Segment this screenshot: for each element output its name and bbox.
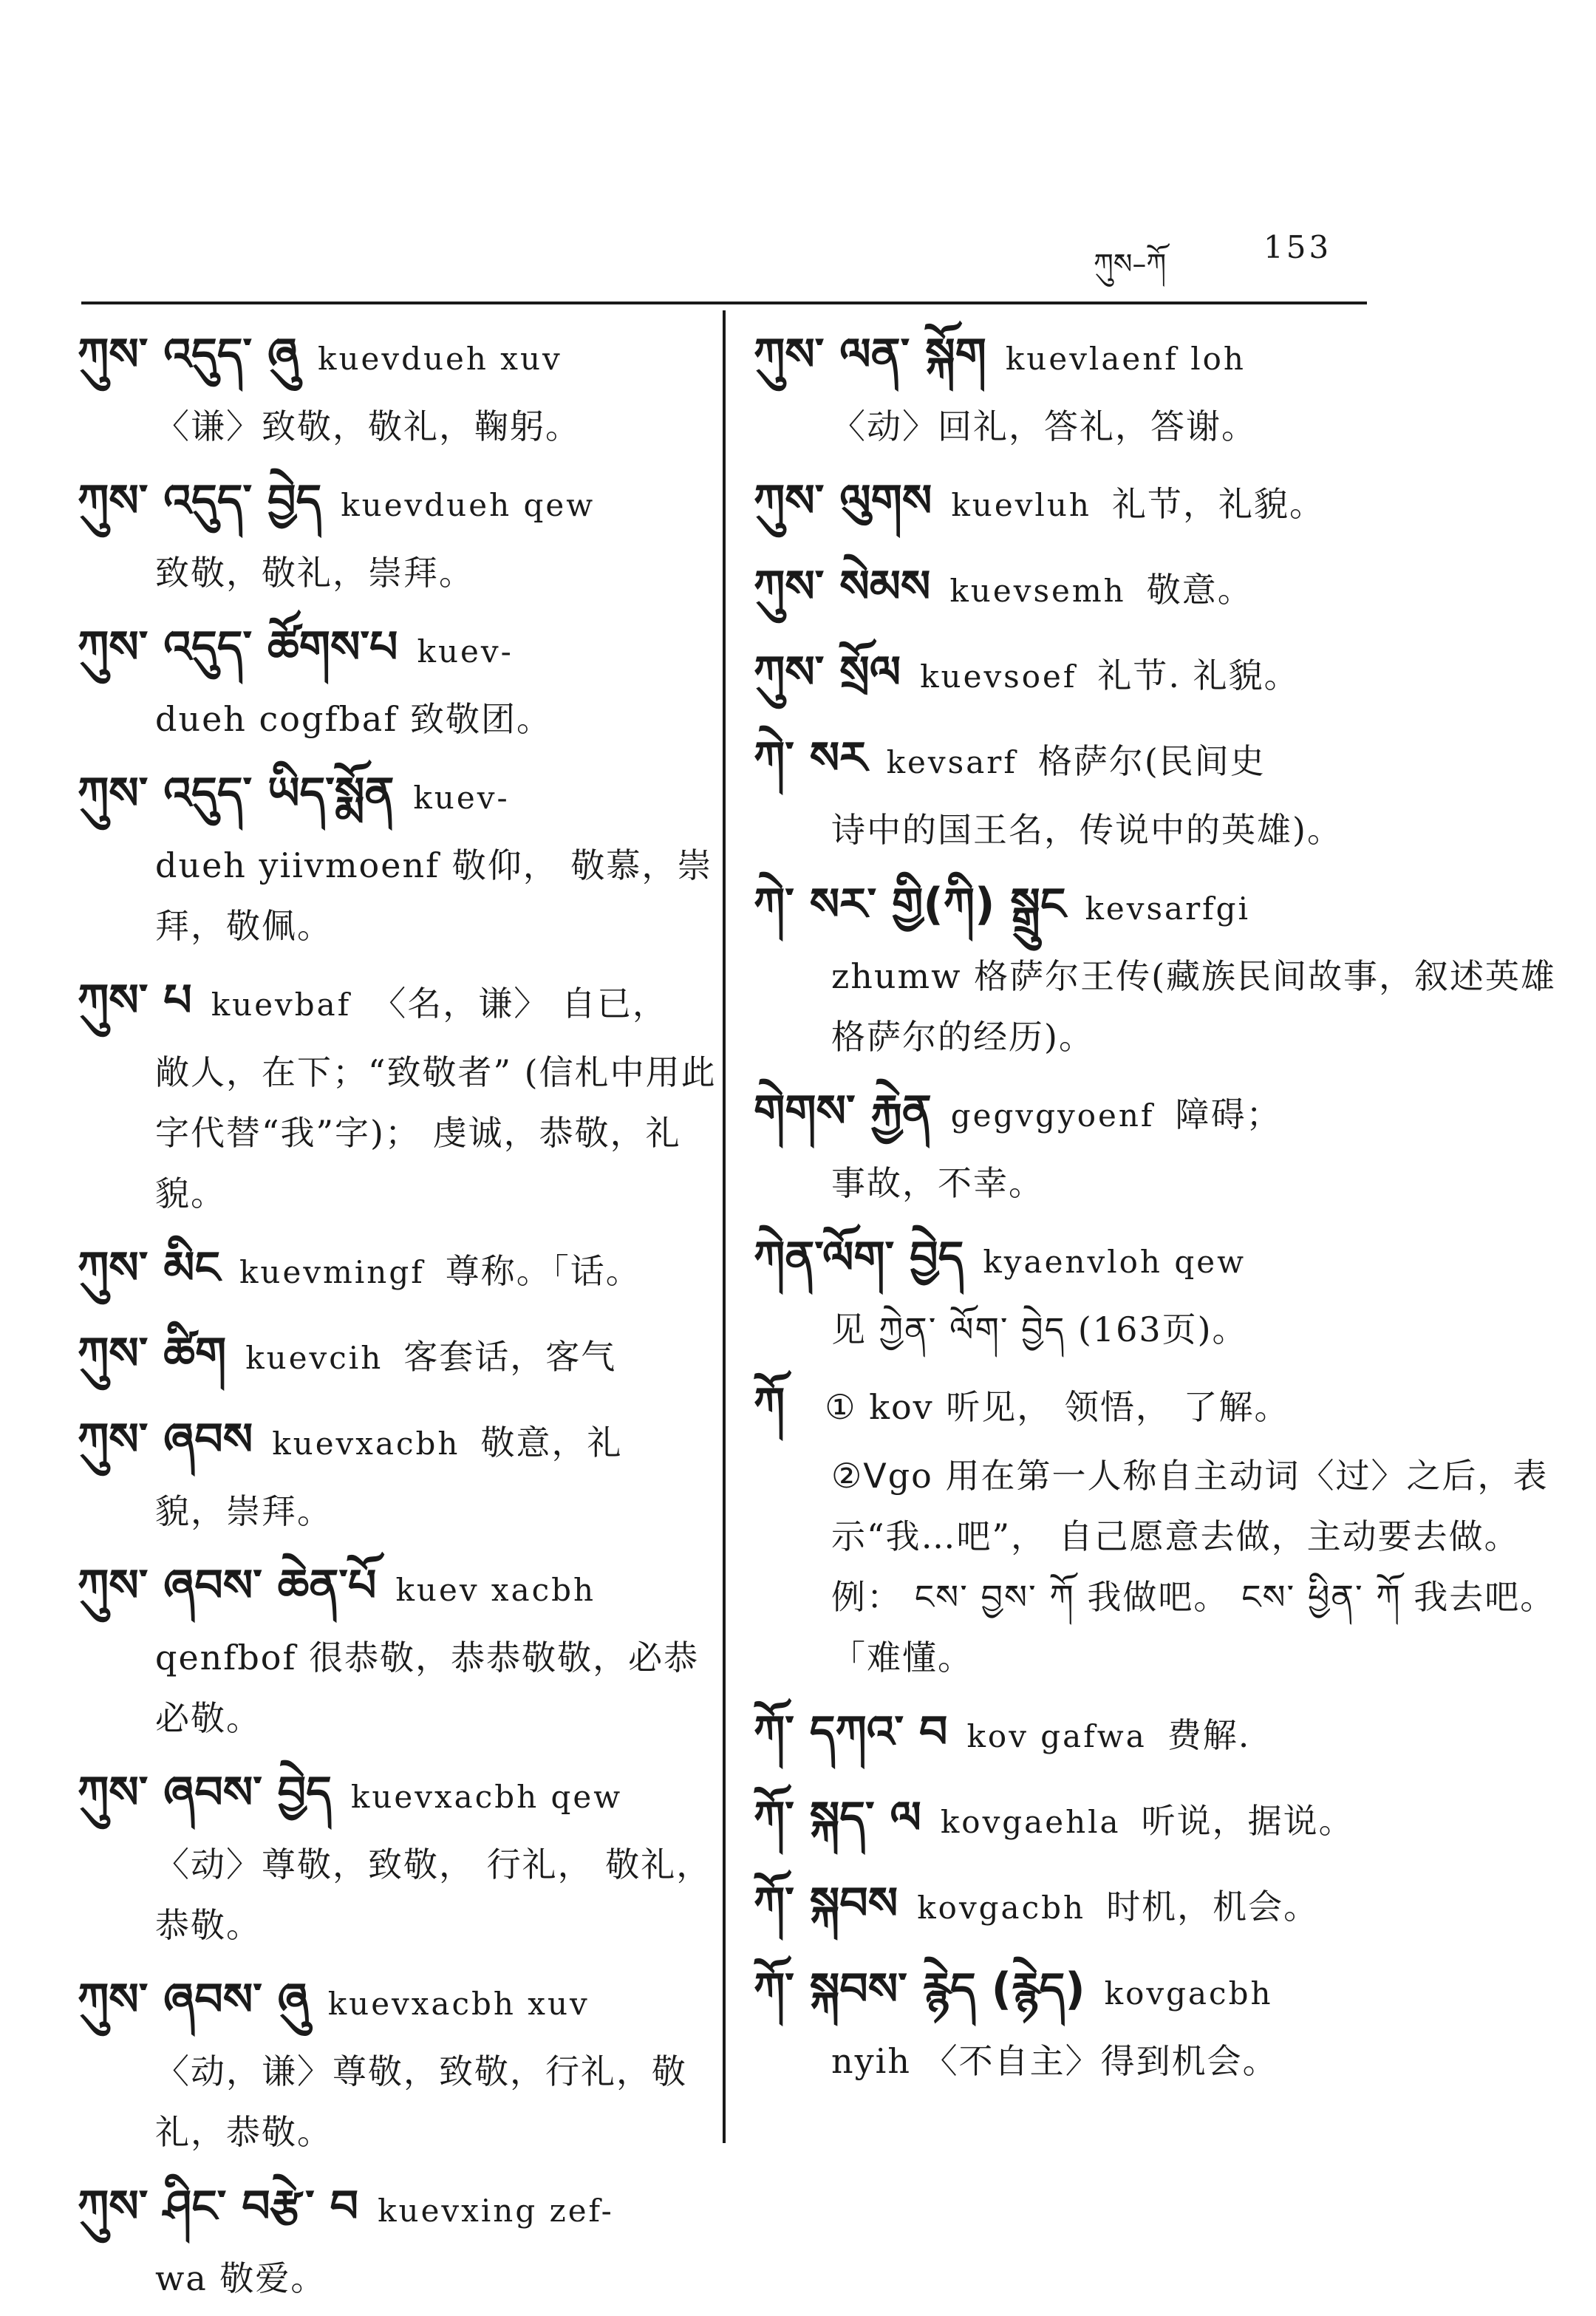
romanization: kuev- <box>417 633 514 670</box>
tibetan-headword: གེགས་ རྐྱེན <box>754 1086 932 1137</box>
entry-head <box>754 1074 1574 1153</box>
page-header <box>0 229 1596 288</box>
tibetan-headword: ཀུས་ ཞབས <box>78 1414 253 1465</box>
dictionary-entry <box>754 318 1574 457</box>
romanization: gegvgyoenf <box>950 1097 1155 1134</box>
dictionary-entry <box>754 868 1574 1067</box>
definition: 见 ཀྱེན་ ལོག་ བྱེད (163页)。 <box>831 1309 1248 1349</box>
definition: 事故，不幸。 <box>831 1163 1044 1203</box>
entry-head <box>78 464 720 542</box>
dictionary-entry <box>78 2170 720 2309</box>
tibetan-headword: ཀུས་ སྲོལ <box>754 647 901 698</box>
dictionary-entry <box>754 636 1574 714</box>
dictionary-entry <box>78 1549 720 1748</box>
entry-head <box>754 636 1574 714</box>
dictionary-entry <box>754 464 1574 542</box>
inline-definition: 〈名，谦〉 自已， <box>372 984 668 1024</box>
romanization: kevsarfgi <box>1085 890 1251 927</box>
entry-head <box>78 2170 720 2248</box>
inline-definition: 障碍； <box>1175 1094 1282 1134</box>
definition: 〈动〉尊敬，致敬， 行礼， 敬礼，恭敬。 <box>155 1845 712 1945</box>
romanization: kuevdueh qew <box>341 487 596 523</box>
entry-head <box>754 464 1574 542</box>
tibetan-headword: ཀུས་ པ <box>78 975 192 1026</box>
entry-head <box>78 1231 720 1309</box>
entry-head <box>78 964 720 1042</box>
dictionary-entry <box>78 464 720 603</box>
dictionary-entry <box>78 1756 720 1955</box>
inline-definition: 费解. <box>1167 1715 1251 1755</box>
dictionary-entry <box>78 610 720 749</box>
definition: 致敬，敬礼，崇拜。 <box>155 553 474 593</box>
definition: dueh cogfbaf 致敬团。 <box>155 699 552 739</box>
tibetan-headword: ཀོ་ སྐབས་ རྙེད (རྙེད) <box>754 1964 1085 2015</box>
dictionary-entry <box>754 1867 1574 1945</box>
entry-head <box>78 1756 720 1834</box>
inline-definition: 敬意。 <box>1146 570 1253 610</box>
dictionary-entry <box>78 1403 720 1542</box>
inline-definition: 尊称。「话。 <box>445 1251 641 1291</box>
entry-head <box>754 1781 1574 1859</box>
dictionary-entry <box>754 550 1574 628</box>
entry-head <box>754 1695 1574 1774</box>
romanization: kuevcih <box>245 1340 383 1376</box>
entry-head <box>754 868 1574 946</box>
inline-definition: 格萨尔(民间史 <box>1037 741 1266 781</box>
header-rule <box>81 302 1367 304</box>
romanization: kevsarf <box>886 744 1017 780</box>
dictionary-entry <box>78 964 720 1224</box>
romanization: kov gafwa <box>966 1718 1147 1754</box>
tibetan-headword: ཀོ་ སྐད་ ལ <box>754 1792 921 1844</box>
tibetan-headword: ཀུས་ ལུགས <box>754 475 932 527</box>
inline-definition: ① kov 听见， 领悟， 了解。 <box>825 1387 1290 1427</box>
tibetan-headword: ཀུས་ ཤིང་ བརྩེ་ བ <box>78 2181 359 2232</box>
entry-head <box>78 1317 720 1395</box>
romanization: kuevsoef <box>920 658 1077 695</box>
entry-head <box>754 550 1574 628</box>
dictionary-entry <box>78 1231 720 1309</box>
entry-head <box>754 318 1574 396</box>
left-column <box>78 318 720 2316</box>
dictionary-entry <box>754 1781 1574 1859</box>
romanization: kovgacbh <box>917 1890 1086 1926</box>
entry-head <box>754 1221 1574 1299</box>
definition: 〈动〉回礼，答礼，答谢。 <box>831 406 1257 446</box>
dictionary-entry <box>78 757 720 956</box>
running-head: ཀུས–ཀོ <box>1094 248 1167 280</box>
tibetan-headword: ཀུས་ ལན་ སྐོག <box>754 329 986 381</box>
entry-head <box>754 1867 1574 1945</box>
romanization: kuevlaenf loh <box>1005 341 1246 377</box>
tibetan-headword: ཀོ་ སྐབས <box>754 1878 898 1930</box>
romanization: kuevxacbh xuv <box>327 1986 590 2022</box>
dictionary-entry <box>78 318 720 457</box>
romanization: kuevxacbh qew <box>350 1779 623 1815</box>
column-divider <box>723 310 726 2143</box>
tibetan-headword: ཀུས་ ཞབས་ བྱེད <box>78 1767 332 1819</box>
tibetan-headword: ཀོ <box>754 1378 785 1430</box>
definition: nyih 〈不自主〉得到机会。 <box>831 2041 1278 2081</box>
tibetan-headword: ཀེ་ སར <box>754 732 867 784</box>
dictionary-entry <box>754 1952 1574 2091</box>
tibetan-headword: ཀོ་ དཀའ་ བ <box>754 1706 948 1758</box>
romanization: kuevdueh xuv <box>318 341 562 377</box>
definition: 诗中的国王名，传说中的英雄)。 <box>831 810 1343 850</box>
inline-definition: 敬意，礼 <box>480 1423 623 1462</box>
romanization: kuevxacbh <box>272 1426 460 1462</box>
tibetan-headword: ཀེ་ སར་ གྱི(ཀི) སྒྲུང <box>754 879 1066 930</box>
romanization: kuevmingf <box>239 1254 425 1290</box>
romanization: kovgacbh <box>1104 1975 1273 2012</box>
entry-head <box>78 610 720 689</box>
romanization: kyaenvloh qew <box>983 1244 1247 1280</box>
entry-head <box>754 721 1574 800</box>
tibetan-headword: ཀུས་ ཞབས་ ཆེན་པོ <box>78 1560 377 1612</box>
entry-head <box>754 1367 1574 1445</box>
romanization: kovgaehla <box>940 1804 1121 1840</box>
inline-definition: 时机，机会。 <box>1106 1887 1320 1927</box>
definition: 敞人，在下；“致敬者” (信札中用此字代替“我”字)； 虔诚，恭敬，礼貌。 <box>155 1052 717 1213</box>
inline-definition: 礼节，礼貌。 <box>1111 484 1325 524</box>
dictionary-entry <box>78 1317 720 1395</box>
tibetan-headword: ཀུས་ འདུད་ ཚོགས་པ <box>78 621 398 673</box>
definition: wa 敬爱。 <box>155 2258 327 2298</box>
tibetan-headword: ཀུས་ འདུད་ ཡིད་སྨོན <box>78 768 395 820</box>
romanization: kuevluh <box>951 487 1091 523</box>
entry-head <box>754 1952 1574 2031</box>
definition: qenfbof 很恭敬，恭恭敬敬，必恭必敬。 <box>155 1638 700 1738</box>
entry-head <box>78 1963 720 2041</box>
tibetan-headword: ཀུས་ འདུད་ བྱེད <box>78 475 322 527</box>
definition: 〈谦〉致敬，敬礼，鞠躬。 <box>155 406 581 446</box>
definition: 貌，崇拜。 <box>155 1491 332 1531</box>
inline-definition: 听说，据说。 <box>1141 1801 1354 1841</box>
romanization: kuev- <box>413 780 510 816</box>
tibetan-headword: ཀེན་ལོག་ བྱེད <box>754 1232 964 1284</box>
tibetan-headword: ཀུས་ སེམས <box>754 561 931 613</box>
romanization: kuevxing zef- <box>378 2193 614 2229</box>
tibetan-headword: ཀུས་ མིང <box>78 1242 220 1294</box>
tibetan-headword: ཀུས་ ཚིག <box>78 1328 227 1380</box>
dictionary-entry <box>754 1695 1574 1774</box>
page-number: 153 <box>1264 229 1332 265</box>
definition: dueh yiivmoenf 敬仰， 敬慕，崇拜，敬佩。 <box>155 845 713 946</box>
romanization: kuevsemh <box>949 573 1126 609</box>
definition: zhumw 格萨尔王传(藏族民间故事，叙述英雄格萨尔的经历)。 <box>831 956 1557 1057</box>
dictionary-entry <box>754 1367 1574 1688</box>
entry-head <box>78 757 720 835</box>
dictionary-entry <box>78 1963 720 2162</box>
inline-definition: 客套话，客气 <box>403 1337 617 1377</box>
dictionary-entry <box>754 721 1574 860</box>
definition: 〈动，谦〉尊敬，致敬，行礼，敬礼，恭敬。 <box>155 2051 687 2152</box>
definition: ②ᐯgo 用在第一人称自主动词〈过〉之后，表示“我…吧”， 自己愿意去做，主动要去做。例： ངས་ བྱས་ ཀོ 我做吧。 ངས་ ཕྱིན་ ཀོ 我去吧。 「难懂。 <box>831 1456 1556 1678</box>
tibetan-headword: ཀུས་ འདུད་ ཞུ <box>78 329 299 381</box>
tibetan-headword: ཀུས་ ཞབས་ ཞུ <box>78 1974 309 2026</box>
entry-head <box>78 318 720 396</box>
right-column <box>754 318 1574 2099</box>
entry-head <box>78 1403 720 1481</box>
romanization: kuev xacbh <box>395 1572 596 1608</box>
dictionary-entry <box>754 1074 1574 1213</box>
romanization: kuevbaf <box>211 987 352 1023</box>
entry-head <box>78 1549 720 1627</box>
inline-definition: 礼节. 礼貌。 <box>1097 655 1300 695</box>
dictionary-entry <box>754 1221 1574 1360</box>
